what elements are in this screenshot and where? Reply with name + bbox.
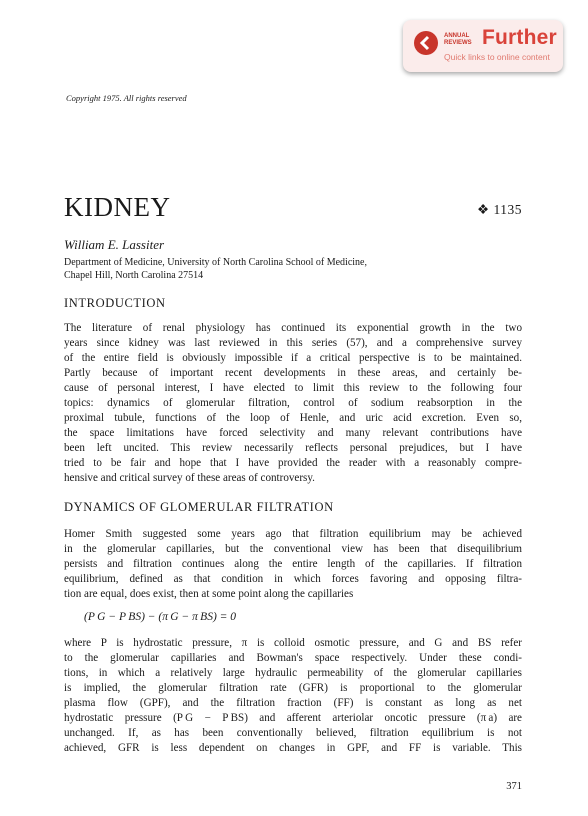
- article-title: KIDNEY: [64, 192, 171, 222]
- text-line: years since kidney was last reviewed in this series (57), and a comprehensive survey: [64, 337, 522, 349]
- text-line: of the entire field is obviously impossible if a critical perspective is to be maintained.: [64, 352, 522, 364]
- text-line: to the glomerular capillaries and Bowman's space respectively. Under these condi-: [64, 652, 522, 664]
- text-line: tions, in which a relatively large hydraulic permeability of the glomerular capillaries: [64, 667, 522, 679]
- text-line: plasma flow (GPF), and the filtration fraction (FF) is constant as long as net: [64, 697, 522, 709]
- banner-tagline: Quick links to online content: [444, 52, 550, 62]
- page-number: 371: [506, 781, 522, 792]
- further-banner[interactable]: [403, 20, 563, 72]
- text-line: in the glomerular capillaries, but the conventional view has been that disequilibrium: [64, 543, 522, 555]
- gfr-paragraph-2: [64, 636, 522, 756]
- section-heading-glomerular-filtration: DYNAMICS OF GLOMERULAR FILTRATION: [64, 500, 334, 514]
- text-line: hensive and critical survey of these areas of controversy.: [64, 472, 315, 484]
- text-line: The literature of renal physiology has continued its exponential growth in the two: [64, 322, 522, 334]
- text-line: the space limitations have forced selectivity and many relevant contributions have: [64, 427, 522, 439]
- text-line: Homer Smith suggested some years ago that filtration equilibrium may be achieved: [64, 528, 522, 540]
- text-line: achieved, GFR is less dependent on changes in GPF, and FF is variable. This: [64, 742, 522, 754]
- author-name: William E. Lassiter: [64, 237, 165, 252]
- text-line: is implied, the glomerular filtration rate (GFR) is proportional to the glomerular: [64, 682, 522, 694]
- banner-brand-small: ANNUAL REVIEWS: [444, 33, 472, 46]
- introduction-paragraph: [64, 321, 522, 486]
- affiliation-line: Chapel Hill, North Carolina 27514: [64, 269, 204, 281]
- text-line: hydrostatic pressure (P G − P BS) and afferent arteriolar oncotic pressure (π a) are: [64, 712, 522, 724]
- gfr-paragraph-1: [64, 527, 522, 602]
- text-line: persists and filtration continues along the entire length of the capillaries. If filtration: [64, 558, 522, 570]
- article-number: ❖ 1135: [477, 202, 522, 217]
- text-line: cause of personal interest, I have elected to limit this review to the following four: [64, 382, 522, 394]
- filtration-equilibrium-equation: (P G − P BS) − (π G − π BS) = 0: [84, 611, 237, 623]
- annual-reviews-logo-icon: [414, 31, 438, 55]
- text-line: equilibrium, defined as that condition in which forces favoring and opposing filtra-: [64, 573, 522, 585]
- text-line: tion are equal, does exist, then at some point along the capillaries: [64, 588, 354, 600]
- text-line: Partly because of important recent developments in these areas, and certainly be-: [64, 367, 522, 379]
- text-line: tried to be fair and hope that I have provided the reader with a reasonably compre-: [64, 457, 522, 469]
- text-line: proximal tubule, functions of the loop of Henle, and uric acid excretion. Even so,: [64, 412, 522, 424]
- text-line: been left uncited. This review necessarily reflects personal prejudices, but I have: [64, 442, 522, 454]
- text-line: unchanged. If, as has been conventionally believed, filtration equilibrium is not: [64, 727, 522, 739]
- text-line: topics: dynamics of glomerular filtration, control of sodium reabsorption in the: [64, 397, 522, 409]
- affiliation-line: Department of Medicine, University of North Carolina School of Medicine,: [64, 257, 367, 268]
- copyright-notice: Copyright 1975. All rights reserved: [66, 93, 187, 103]
- banner-brand-big: Further: [482, 26, 557, 49]
- author-affiliation: [64, 257, 524, 282]
- section-heading-introduction: INTRODUCTION: [64, 296, 166, 310]
- text-line: where P is hydrostatic pressure, π is colloid osmotic pressure, and G and BS refer: [64, 637, 522, 649]
